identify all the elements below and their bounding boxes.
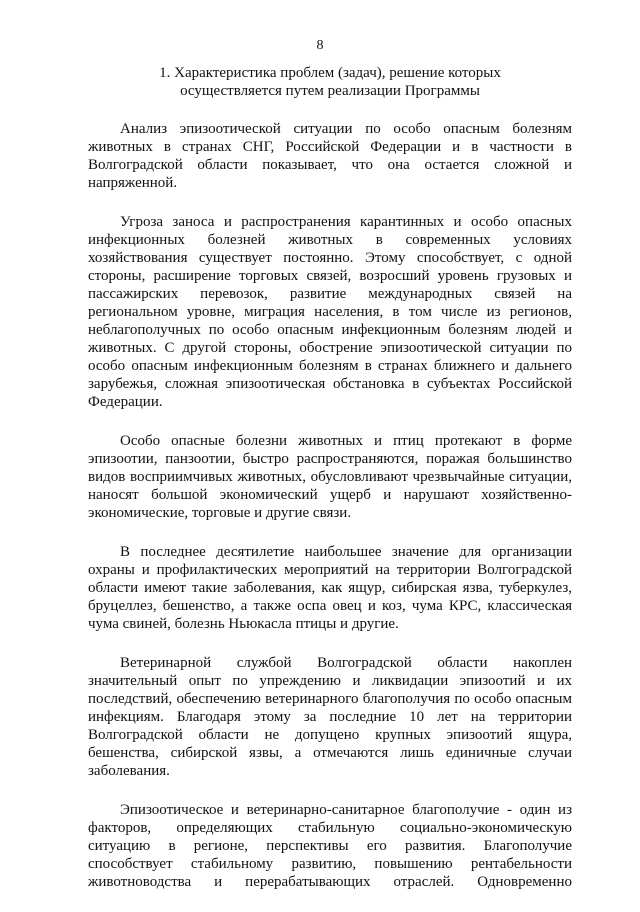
paragraph-line: инфекциям. Благодаря этому за последние 10 лет на территории: [88, 709, 572, 725]
paragraph-line: животноводства и перерабатывающих отраслей. Одновременно: [88, 874, 572, 890]
paragraph-line: способствует стабильному развитию, повышению рентабельности: [88, 856, 572, 872]
paragraph-line: хозяйствования существует постоянно. Этому способствует, с одной: [88, 250, 572, 266]
paragraph-line: бруцеллез, бешенство, а также оспа овец и коз, чума КРС, классическая: [88, 598, 572, 614]
document-body: [88, 120, 572, 912]
paragraph-line: региональном уровне, миграция населения, в том числе из регионов,: [88, 304, 572, 320]
paragraph-line: В последнее десятилетие наибольшее значение для организации: [120, 544, 572, 560]
paragraph-4: [88, 543, 572, 633]
paragraph-line: последствий, обеспечению ветеринарного благополучия по особо опасным: [88, 691, 572, 707]
paragraph-1: [88, 120, 572, 192]
paragraph-line: Эпизоотическое и ветеринарно-санитарное благополучие - один из: [120, 802, 572, 818]
page-number: 8: [316, 38, 324, 53]
section-heading-line-2: осуществляется путем реализации Программы: [180, 83, 480, 99]
paragraph-line: экономические, торговые и другие связи.: [88, 505, 352, 521]
paragraph-line: неблагополучных по особо опасным инфекционным болезням людей и: [88, 322, 572, 338]
paragraph-line: особо опасным инфекционным болезням в странах ближнего и дальнего: [88, 358, 572, 374]
paragraph-line: области имеют такие заболевания, как ящур, сибирская язва, туберкулез,: [88, 580, 572, 596]
paragraph-line: Ветеринарной службой Волгоградской области накоплен: [120, 655, 572, 671]
paragraph-line: эпизоотии, панзоотии, быстро распространяются, поражая большинство: [88, 451, 572, 467]
paragraph-line: животных. С другой стороны, обострение эпизоотической ситуации по: [88, 340, 572, 356]
paragraph-3: [88, 432, 572, 522]
paragraph-line: наносят большой экономический ущерб и нарушают хозяйственно-: [88, 487, 572, 503]
paragraph-line: зарубежья, сложная эпизоотическая обстановка в субъектах Российской: [88, 376, 572, 392]
paragraph-line: Особо опасные болезни животных и птиц протекают в форме: [120, 433, 572, 449]
paragraph-line: бешенства, сибирской язвы, а отмечаются лишь единичные случаи: [88, 745, 572, 761]
paragraph-line: Анализ эпизоотической ситуации по особо опасным болезням: [120, 121, 572, 137]
paragraph-line: стороны, расширение торговых связей, возросший уровень грузовых и: [88, 268, 572, 284]
paragraph-line: Федерации.: [88, 394, 163, 410]
paragraph-line: ситуацию в регионе, перспективы его развития. Благополучие: [88, 838, 572, 854]
paragraph-line: охраны и профилактических мероприятий на территории Волгоградской: [88, 562, 572, 578]
paragraph-line: пассажирских перевозок, развитие международных связей на: [88, 286, 572, 302]
paragraph-5: [88, 654, 572, 780]
paragraph-line: инфекционных болезней животных в современных условиях: [88, 232, 572, 248]
paragraph-6: [88, 801, 572, 891]
paragraph-line: значительный опыт по упреждению и ликвидации эпизоотий и их: [88, 673, 572, 689]
section-heading-line-1: 1. Характеристика проблем (задач), решение которых: [159, 65, 501, 81]
section-heading: [88, 64, 572, 100]
paragraph-line: видов восприимчивых животных, обусловливают чрезвычайные ситуации,: [88, 469, 572, 485]
paragraph-line: напряженной.: [88, 175, 178, 191]
paragraph-line: Волгоградской области показывает, что она остается сложной и: [88, 157, 572, 173]
paragraph-line: чума свиней, болезнь Ньюкасла птицы и другие.: [88, 616, 399, 632]
paragraph-line: заболевания.: [88, 763, 170, 779]
paragraph-2: [88, 213, 572, 411]
paragraph-line: факторов, определяющих стабильную социально-экономическую: [88, 820, 572, 836]
paragraph-line: животных в странах СНГ, Российской Федерации и в частности в: [88, 139, 572, 155]
paragraph-line: Угроза заноса и распространения карантинных и особо опасных: [120, 214, 572, 230]
paragraph-line: Волгоградской области не допущено крупных эпизоотий ящура,: [88, 727, 572, 743]
